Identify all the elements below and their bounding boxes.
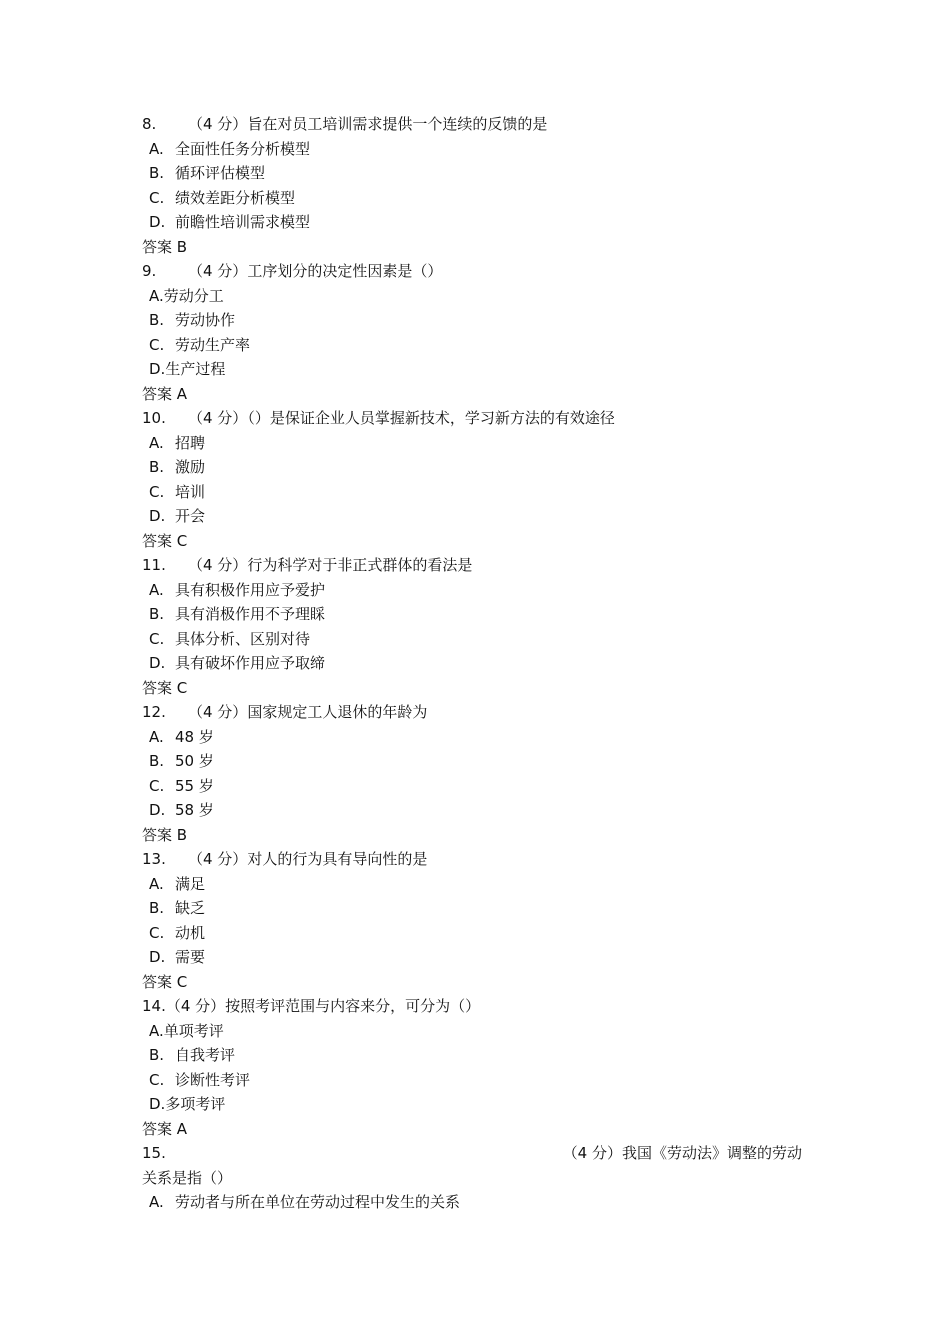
option-letter: D. bbox=[149, 213, 166, 231]
answer-line: 答案 B bbox=[142, 825, 188, 844]
question-points: （4 分） bbox=[188, 115, 248, 133]
option-text: 需要 bbox=[175, 948, 206, 966]
option-letter: A. bbox=[149, 433, 164, 452]
option-text: 绩效差距分析模型 bbox=[175, 188, 296, 207]
option-letter: C. bbox=[149, 335, 165, 354]
option-a bbox=[142, 1190, 807, 1215]
option-d bbox=[142, 210, 807, 235]
option-letter: B. bbox=[149, 752, 165, 770]
option-text: 激励 bbox=[175, 458, 206, 476]
option-text: 具有积极作用应予爱护 bbox=[175, 580, 326, 599]
question-text: 工序划分的决定性因素是（） bbox=[247, 262, 443, 280]
option-b bbox=[142, 308, 807, 333]
question-points: （4 分） bbox=[188, 262, 248, 280]
option-c bbox=[142, 480, 807, 505]
option-text: 58 岁 bbox=[175, 801, 214, 819]
option-text: 开会 bbox=[175, 507, 206, 525]
option-a bbox=[142, 284, 807, 309]
answer-line: 答案 B bbox=[142, 237, 188, 256]
option-letter: C. bbox=[149, 923, 165, 942]
option-letter: C. bbox=[149, 1070, 165, 1089]
question-number: 15. bbox=[142, 1144, 166, 1162]
question-15 bbox=[142, 1141, 802, 1166]
question-text: 行为科学对于非正式群体的看法是 bbox=[247, 556, 473, 574]
option-letter: A. bbox=[149, 1021, 164, 1040]
option-letter: D. bbox=[149, 654, 166, 672]
answer-line: 答案 A bbox=[142, 384, 188, 403]
option-letter: D. bbox=[149, 801, 166, 819]
option-text: 循环评估模型 bbox=[175, 164, 266, 182]
option-text: 前瞻性培训需求模型 bbox=[175, 213, 311, 231]
option-letter: C. bbox=[149, 482, 165, 501]
question-number: 14. bbox=[142, 997, 166, 1015]
option-text: 劳动生产率 bbox=[175, 335, 251, 354]
question-points: （4 分） bbox=[188, 703, 248, 721]
question-text: 我国《劳动法》调整的劳动 bbox=[621, 1144, 802, 1162]
question-number: 13. bbox=[142, 850, 166, 868]
option-letter: B. bbox=[149, 605, 165, 623]
option-a bbox=[142, 872, 807, 897]
option-text: 多项考评 bbox=[165, 1095, 226, 1113]
option-text: 自我考评 bbox=[175, 1046, 236, 1064]
question-points: （4 分） bbox=[188, 556, 248, 574]
option-letter: B. bbox=[149, 458, 165, 476]
option-letter: A. bbox=[149, 1193, 164, 1211]
answer-line: 答案 C bbox=[142, 531, 188, 550]
option-letter: D. bbox=[149, 1095, 166, 1113]
option-d bbox=[142, 357, 807, 382]
option-letter: C. bbox=[149, 629, 165, 648]
option-letter: B. bbox=[149, 899, 165, 917]
question-number: 9. bbox=[142, 262, 157, 280]
question-10 bbox=[142, 406, 807, 431]
option-text: 具有消极作用不予理睬 bbox=[175, 605, 326, 623]
option-letter: C. bbox=[149, 776, 165, 795]
option-text: 培训 bbox=[175, 482, 206, 501]
option-b bbox=[142, 896, 807, 921]
option-a bbox=[142, 1019, 807, 1044]
option-d bbox=[142, 1092, 807, 1117]
option-letter: A. bbox=[149, 580, 164, 599]
option-text: 生产过程 bbox=[165, 360, 226, 378]
option-b bbox=[142, 602, 807, 627]
answer-line: 答案 A bbox=[142, 1119, 188, 1138]
option-b bbox=[142, 749, 807, 774]
option-b bbox=[142, 455, 807, 480]
option-c bbox=[142, 774, 807, 799]
option-letter: C. bbox=[149, 188, 165, 207]
option-text: 动机 bbox=[175, 923, 206, 942]
answer-line: 答案 C bbox=[142, 678, 188, 697]
option-letter: D. bbox=[149, 948, 166, 966]
option-d bbox=[142, 651, 807, 676]
question-text: 对人的行为具有导向性的是 bbox=[247, 850, 428, 868]
option-a bbox=[142, 137, 807, 162]
question-points: （4 分） bbox=[562, 1144, 622, 1162]
question-points: （4 分） bbox=[165, 997, 226, 1015]
question-list bbox=[142, 112, 807, 1215]
question-11 bbox=[142, 553, 807, 578]
question-9 bbox=[142, 259, 807, 284]
option-text: 55 岁 bbox=[175, 776, 214, 795]
option-d bbox=[142, 798, 807, 823]
question-number: 11. bbox=[142, 556, 166, 574]
option-text: 劳动协作 bbox=[175, 311, 236, 329]
option-text: 满足 bbox=[175, 874, 206, 893]
option-text: 招聘 bbox=[175, 433, 206, 452]
option-a bbox=[142, 578, 807, 603]
question-points: （4 分） bbox=[188, 850, 248, 868]
question-number: 8. bbox=[142, 115, 157, 133]
option-text: 缺乏 bbox=[175, 899, 206, 917]
option-letter: B. bbox=[149, 164, 165, 182]
option-letter: D. bbox=[149, 507, 166, 525]
question-text-continued: 关系是指（） bbox=[142, 1168, 233, 1187]
option-text: 劳动者与所在单位在劳动过程中发生的关系 bbox=[175, 1193, 461, 1211]
option-b bbox=[142, 161, 807, 186]
option-c bbox=[142, 627, 807, 652]
option-d bbox=[142, 504, 807, 529]
option-text: 50 岁 bbox=[175, 752, 214, 770]
question-8 bbox=[142, 112, 807, 137]
option-c bbox=[142, 1068, 807, 1093]
option-text: 具有破坏作用应予取缔 bbox=[175, 654, 326, 672]
option-c bbox=[142, 921, 807, 946]
option-text: 全面性任务分析模型 bbox=[175, 139, 311, 158]
option-letter: B. bbox=[149, 311, 165, 329]
answer-line: 答案 C bbox=[142, 972, 188, 991]
question-text: 按照考评范围与内容来分，可分为（） bbox=[225, 997, 481, 1015]
option-letter: A. bbox=[149, 139, 164, 158]
option-letter: A. bbox=[149, 874, 164, 893]
option-text: 48 岁 bbox=[175, 727, 214, 746]
option-d bbox=[142, 945, 807, 970]
option-b bbox=[142, 1043, 807, 1068]
option-c bbox=[142, 186, 807, 211]
question-12 bbox=[142, 700, 807, 725]
question-number: 12. bbox=[142, 703, 166, 721]
option-letter: B. bbox=[149, 1046, 165, 1064]
question-number: 10. bbox=[142, 409, 166, 427]
option-a bbox=[142, 431, 807, 456]
option-text: 单项考评 bbox=[163, 1021, 224, 1040]
option-letter: A. bbox=[149, 286, 164, 305]
option-text: 具体分析、区别对待 bbox=[175, 629, 311, 648]
question-text: （）是保证企业人员掌握新技术，学习新方法的有效途径 bbox=[247, 409, 615, 427]
question-14 bbox=[142, 994, 807, 1019]
question-13 bbox=[142, 847, 807, 872]
option-text: 诊断性考评 bbox=[175, 1070, 251, 1089]
option-c bbox=[142, 333, 807, 358]
option-letter: A. bbox=[149, 727, 164, 746]
option-text: 劳动分工 bbox=[163, 286, 224, 305]
question-text: 国家规定工人退休的年龄为 bbox=[247, 703, 428, 721]
question-text: 旨在对员工培训需求提供一个连续的反馈的是 bbox=[247, 115, 548, 133]
option-letter: D. bbox=[149, 360, 166, 378]
option-a bbox=[142, 725, 807, 750]
question-points: （4 分） bbox=[188, 409, 248, 427]
